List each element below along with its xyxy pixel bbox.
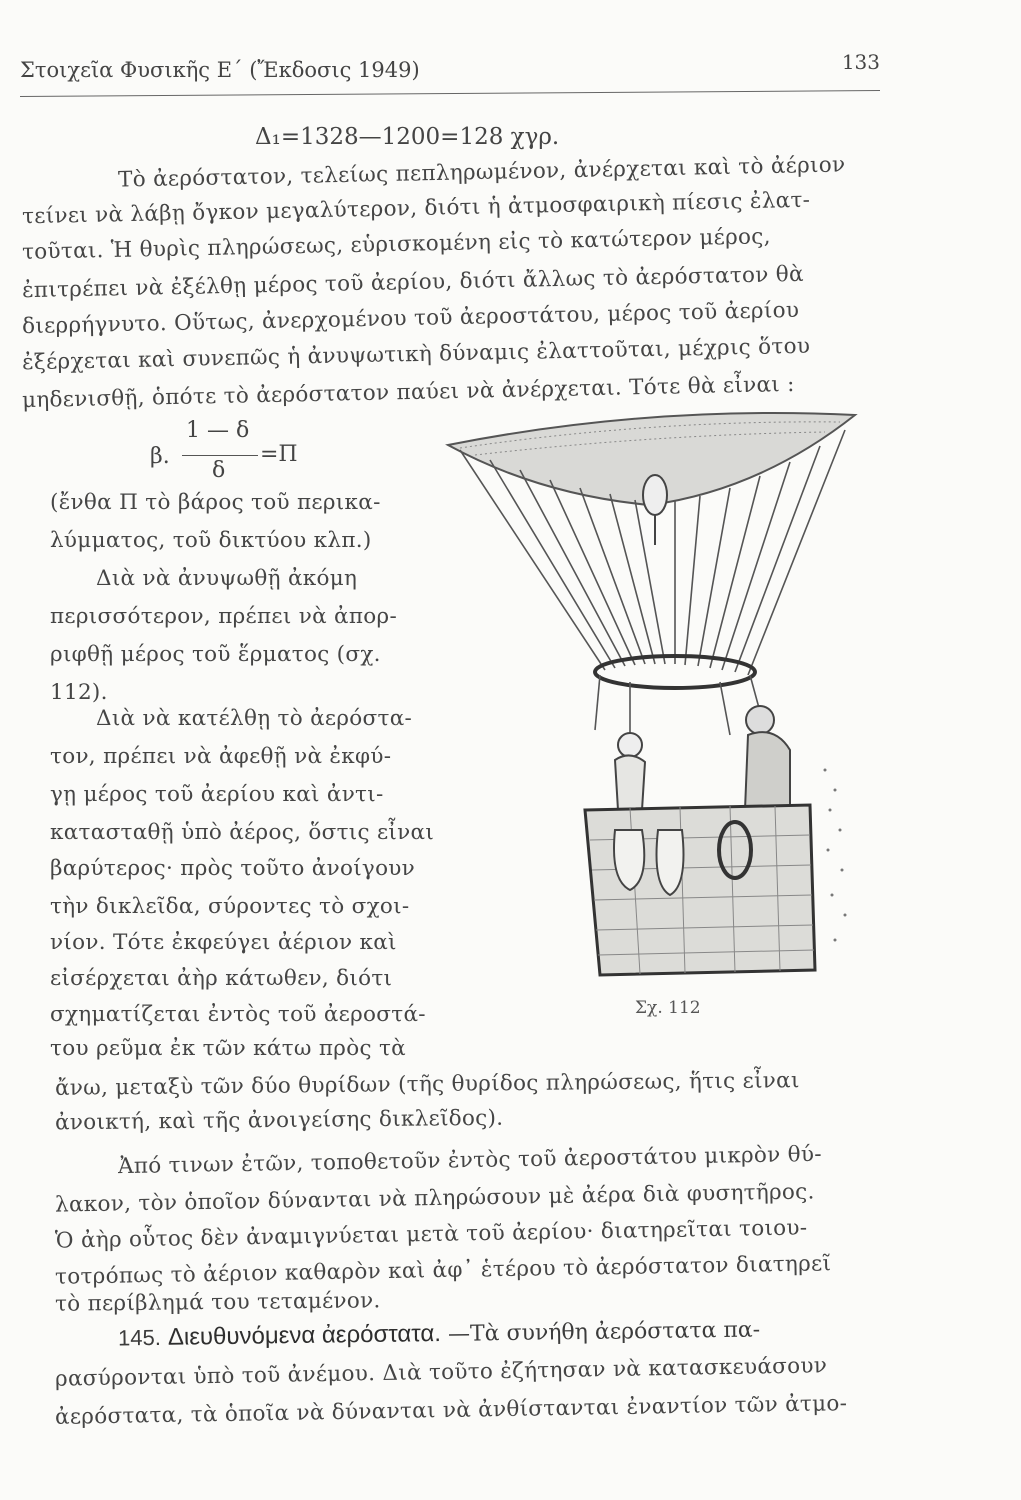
column-line: λύμματος, τοῦ δικτύου κλπ.): [50, 528, 372, 553]
text-line: Ὁ ἀὴρ οὗτος δὲν ἀναμιγνύεται μετὰ τοῦ ἀερίου· διατηρεῖται τοιου-: [54, 1215, 808, 1254]
header-rule: [20, 90, 880, 97]
formula-equals: =Π: [260, 442, 298, 467]
column-line: γῃ μέρος τοῦ ἀερίου καὶ ἀντι-: [50, 782, 384, 807]
hot-air-balloon-illustration: [430, 410, 870, 1000]
column-line: Διὰ νὰ κατέλθῃ τὸ ἀερόστα-: [96, 706, 413, 731]
formula-numerator: 1 — δ: [186, 418, 250, 443]
balloon-drawing: [430, 410, 870, 1000]
text-line: ἐξέρχεται καὶ συνεπῶς ἡ ἀνυψωτικὴ δύναμις ἐλαττοῦται, μέχρις ὅτου: [21, 333, 811, 376]
column-line: νίον. Τότε ἐκφεύγει ἀέριον καὶ: [50, 930, 397, 955]
text-line: τοτρόπως τὸ ἀέριον καθαρὸν καὶ ἀφ᾽ ἑτέρου τὸ ἀερόστατον διατηρεῖ: [54, 1251, 832, 1290]
column-line: Διὰ νὰ ἀνυψωθῇ ἀκόμη: [96, 566, 358, 591]
page-header: [20, 50, 880, 94]
text-line: τοῦται. Ἡ θυρὶς πληρώσεως, εὑρισκομένη εἰς τὸ κατώτερον μέρος,: [21, 224, 772, 265]
column-line: κατασταθῇ ὑπὸ ἀέρος, ὅστις εἶναι: [50, 820, 435, 845]
text-line: τείνει νὰ λάβῃ ὄγκον μεγαλύτερον, διότι ἡ ἀτμοσφαιρικὴ πίεσις ἐλατ-: [21, 187, 811, 230]
text-line: τὸ περίβλημά του τεταμένον.: [54, 1288, 381, 1317]
text-line: διερρήγνυτο. Οὕτως, ἀνερχομένου τοῦ ἀεροστάτου, μέρος τοῦ ἀερίου: [21, 297, 800, 340]
formula-beta: β.: [150, 444, 170, 469]
text-line: ἄνω, μεταξὺ τῶν δύο θυρίδων (τῆς θυρίδος πληρώσεως, ἥτις εἶναι: [54, 1068, 800, 1101]
figure-caption: Σχ. 112: [635, 998, 701, 1018]
column-line: περισσότερον, πρέπει νὰ ἀπορ-: [50, 604, 398, 629]
column-line: βαρύτερος· πρὸς τοῦτο ἀνοίγουν: [50, 856, 416, 881]
running-title: Στοιχεῖα Φυσικῆς Ε΄ (Ἔκδοσις 1949): [20, 58, 420, 82]
column-line: 112).: [50, 680, 108, 705]
text-line: ρασύρονται ὑπὸ τοῦ ἀνέμου. Διὰ τοῦτο ἐζήτησαν νὰ κατασκευάσουν: [54, 1353, 828, 1392]
text-line: λακον, τὸν ὁποῖον δύνανται νὰ πληρώσουν μὲ ἀέρα διὰ φυσητῆρος.: [54, 1179, 815, 1218]
column-line: εἰσέρχεται ἀὴρ κάτωθεν, διότι: [50, 966, 393, 991]
column-line: του ρεῦμα ἐκ τῶν κάτω πρὸς τὰ: [50, 1036, 406, 1061]
section-first-line-rest: —Τὰ συνήθη ἀερόστατα πα-: [447, 1317, 761, 1347]
text-line: ἀερόστατα, τὰ ὁποῖα νὰ δύνανται νὰ ἀνθίστανται ἐναντίον τῶν ἀτμο-: [54, 1391, 848, 1430]
text-line: Ἀπό τινων ἐτῶν, τοποθετοῦν ἐντὸς τοῦ ἀεροστάτου μικρὸν θύ-: [117, 1141, 823, 1180]
column-line: τον, πρέπει νὰ ἀφεθῇ νὰ ἐκφύ-: [50, 744, 392, 769]
text-line: ἐπιτρέπει νὰ ἐξέλθῃ μέρος τοῦ ἀερίου, διότι ἄλλως τὸ ἀερόστατον θὰ: [21, 261, 805, 304]
section-heading-line: [118, 1316, 760, 1353]
formula-denominator: δ: [212, 458, 226, 483]
text-line: ἀνοικτή, καὶ τῆς ἀνοιγείσης δικλεῖδος).: [54, 1105, 504, 1136]
fraction-bar: [182, 455, 258, 456]
formula: [150, 418, 310, 488]
section-title: Διευθυνόμενα ἀερόστατα.: [167, 1319, 442, 1351]
column-line: τὴν δικλεῖδα, σύροντες τὸ σχοι-: [50, 894, 410, 919]
column-line: σχηματίζεται ἐντὸς τοῦ ἀεροστά-: [50, 1002, 426, 1027]
section-number: 145.: [117, 1324, 162, 1351]
equation-line: Δ₁=1328—1200=128 χγρ.: [255, 124, 560, 150]
text-line: Τὸ ἀερόστατον, τελείως πεπληρωμένον, ἀνέρχεται καὶ τὸ ἀέριον: [117, 152, 846, 193]
page-number: 133: [841, 50, 880, 74]
column-line: ριφθῇ μέρος τοῦ ἕρματος (σχ.: [50, 642, 381, 667]
column-line: (ἔνθα Π τὸ βάρος τοῦ περικα-: [50, 490, 381, 515]
text-line: μηδενισθῇ, ὁπότε τὸ ἀερόστατον παύει νὰ ἀνέρχεται. Τότε θὰ εἶναι :: [21, 371, 795, 414]
